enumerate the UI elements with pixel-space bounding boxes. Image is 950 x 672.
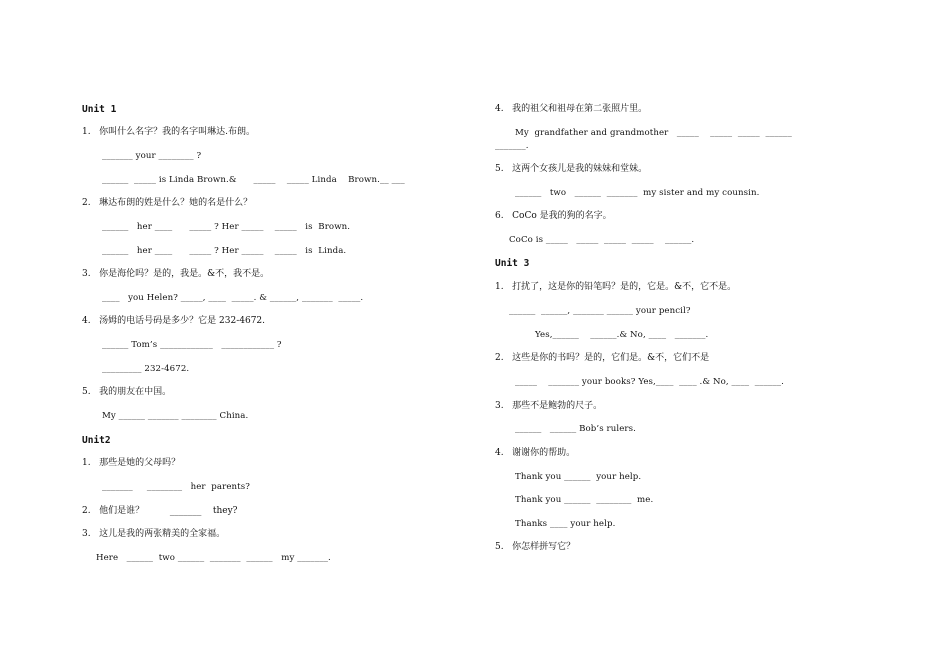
question-line: 3. 那些不是鲍勃的尺子。 [495, 401, 603, 411]
question-line: 6. CoCo 是我的狗的名字。 [495, 211, 612, 221]
answer-blank-line: My ______ _______ ________ China. [102, 411, 249, 421]
unit-heading: Unit 3 [495, 258, 530, 269]
question-line: 5. 这两个女孩儿是我的妹妹和堂妹。 [495, 164, 648, 174]
question-line: 1. 打扰了，这是你的铅笔吗？是的，它是。&不，它不是。 [495, 282, 737, 292]
answer-blank-line: ______ ______, _______ ______ your pencil? [509, 306, 691, 316]
answer-blank-line: Thanks ____ your help. [515, 519, 616, 529]
answer-blank-line: Thank you ______ your help. [515, 472, 642, 482]
question-line: 2. 他们是谁？ _______ they? [82, 506, 238, 516]
question-line: 2. 琳达布朗的姓是什么？她的名是什么？ [82, 198, 253, 208]
question-line: 4. 我的祖父和祖母在第二张照片里。 [495, 104, 648, 114]
answer-blank-line: Yes,______ ______.& No, ____ _______. [535, 330, 709, 340]
answer-blank-line: CoCo is _____ _____ _____ _____ ______. [509, 235, 695, 245]
question-line: 3. 你是海伦吗？是的，我是。&不，我不是。 [82, 269, 270, 279]
answer-blank-line: ______ two ______ _______ my sister and my counsin. [515, 188, 760, 198]
question-line: 1. 你叫什么名字？我的名字叫琳达.布朗。 [82, 127, 256, 137]
question-line: 5. 你怎样拼写它？ [495, 542, 576, 552]
answer-blank-line: ______ her ____ _____ ? Her _____ _____ is Brown. [102, 222, 351, 232]
answer-blank-line: _________ 232-4672. [102, 364, 190, 374]
unit-heading: Unit2 [82, 435, 111, 446]
answer-blank-line: ______ her ____ _____ ? Her _____ _____ is Linda. [102, 246, 347, 256]
question-line: 5. 我的朋友在中国。 [82, 387, 172, 397]
question-line: 1. 那些是她的父母吗？ [82, 458, 181, 468]
answer-blank-line: Thank you ______ ________ me. [515, 495, 654, 505]
answer-blank-line: _______ your ________ ? [102, 151, 202, 161]
question-line: 2. 这些是你的书吗？是的，它们是。&不，它们不是 [495, 353, 710, 363]
answer-blank-line: ______ _____ is Linda Brown.& _____ _____ Linda Brown.__ ___ [102, 175, 405, 185]
answer-blank-line: _______. [495, 141, 529, 151]
answer-blank-line: _____ _______ your books? Yes,____ ____ .& No, ____ ______. [515, 377, 784, 387]
answer-blank-line: ______ Tom’s ____________ ____________ ? [102, 340, 282, 350]
question-line: 4. 谢谢你的帮助。 [495, 448, 576, 458]
answer-blank-line: My grandfather and grandmother _____ _____ _____ ______ [515, 128, 792, 138]
answer-blank-line: Here ______ two ______ _______ ______ my _______. [96, 553, 331, 563]
answer-blank-line: ______ ______ Bob’s rulers. [515, 424, 636, 434]
question-line: 4. 汤姆的电话号码是多少？它是 232-4672. [82, 316, 266, 326]
question-line: 3. 这儿是我的两张精美的全家福。 [82, 529, 226, 539]
unit-heading: Unit 1 [82, 104, 117, 115]
answer-blank-line: ____ you Helen? _____, ____ _____. & ______, _______ _____. [102, 293, 364, 303]
answer-blank-line: _______ ________ her parents? [102, 482, 250, 492]
